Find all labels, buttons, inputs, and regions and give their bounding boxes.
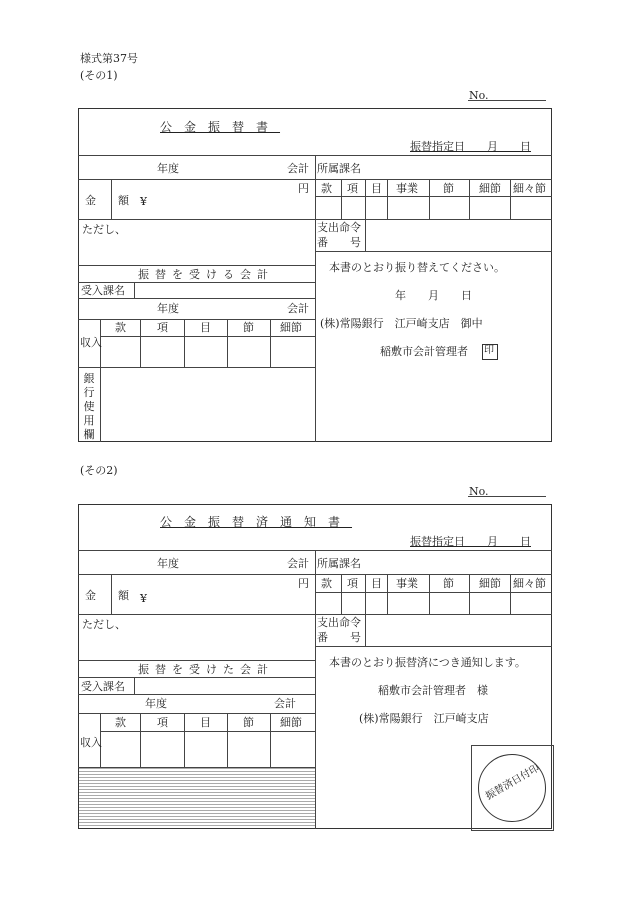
- form2-amount-label: 金 額: [85, 589, 129, 602]
- part-label-1: (その1): [80, 69, 118, 82]
- request-message: 本書のとおり振り替えてください。: [329, 261, 505, 274]
- form2-account-label-2: 会計: [274, 697, 296, 710]
- form2-col-saisaisetsu: 細々節: [513, 577, 546, 590]
- form2-fiscal-year-label-2: 年度: [145, 697, 167, 710]
- col-kou: 項: [347, 182, 358, 195]
- number-line-1: [468, 100, 546, 101]
- bank-addressee: (株)常陽銀行 江戸崎支店 御中: [320, 317, 483, 330]
- department-label: 所属課名: [317, 162, 361, 175]
- form2-lower-col-saisetsu: 細節: [280, 716, 302, 729]
- form2-title: 公金振替済通知書: [160, 515, 353, 529]
- col-moku: 目: [371, 182, 382, 195]
- form2-designated-date: 振替指定日 月 日: [410, 535, 531, 548]
- fiscal-year-label: 年度: [157, 162, 179, 175]
- receiving-account-header: 振替を受ける会計: [138, 268, 274, 281]
- form2-col-setsu: 節: [443, 577, 454, 590]
- form2-col-kou: 項: [347, 577, 358, 590]
- col-jigyou: 事業: [396, 182, 418, 195]
- fiscal-year-label-2: 年度: [157, 302, 179, 315]
- form2-lower-col-moku: 目: [200, 716, 211, 729]
- number-label-1: No.: [469, 89, 489, 102]
- treasurer-label: 稲敷市会計管理者: [380, 345, 468, 358]
- form2-revenue-label: 収入: [80, 736, 102, 749]
- form2-received-account-header: 振替を受けた会計: [138, 663, 274, 676]
- form2-account-label: 会計: [287, 557, 309, 570]
- lower-col-setsu: 節: [243, 321, 254, 334]
- col-kan: 款: [321, 182, 332, 195]
- col-saisaisetsu: 細々節: [513, 182, 546, 195]
- date-stamp-text: 振替済日付印: [484, 762, 542, 803]
- bank-use-label: 銀行使用欄: [83, 372, 95, 441]
- form2-proviso-label: ただし、: [82, 618, 126, 631]
- col-saisetsu: 細節: [479, 182, 501, 195]
- form2-department-label: 所属課名: [317, 557, 361, 570]
- designated-date: 振替指定日 月 日: [410, 140, 531, 153]
- yen-unit: 円: [298, 182, 309, 195]
- form2-lower-col-kou: 項: [157, 716, 168, 729]
- lower-col-kan: 款: [115, 321, 126, 334]
- lower-col-moku: 目: [200, 321, 211, 334]
- form2-col-kan: 款: [321, 577, 332, 590]
- proviso-label: ただし、: [82, 223, 126, 236]
- form2-col-jigyou: 事業: [396, 577, 418, 590]
- form-number: 様式第37号: [80, 52, 138, 65]
- form2-bank-label: (株)常陽銀行 江戸崎支店: [359, 712, 489, 725]
- number-line-2: [468, 496, 546, 497]
- hatched-area: [79, 768, 315, 828]
- form2-lower-col-kan: 款: [115, 716, 126, 729]
- form2-lower-col-setsu: 節: [243, 716, 254, 729]
- yen-symbol: ¥: [140, 195, 147, 208]
- date-line: 年 月 日: [395, 289, 472, 302]
- form2-treasurer-label: 稲敷市会計管理者 様: [378, 684, 488, 697]
- part-label-2: (その2): [80, 464, 118, 477]
- seal-char: 印: [484, 345, 494, 356]
- form2-payment-order-label-2: 番 号: [317, 631, 361, 644]
- form2-yen-unit: 円: [298, 577, 309, 590]
- form2-receiving-department-label: 受入課名: [81, 680, 125, 693]
- receiving-department-label: 受入課名: [81, 284, 125, 297]
- lower-col-kou: 項: [157, 321, 168, 334]
- form2-col-moku: 目: [371, 577, 382, 590]
- form2-payment-order-label-1: 支出命令: [317, 616, 361, 629]
- form2-notice-message: 本書のとおり振替済につき通知します。: [329, 656, 526, 669]
- form2-col-saisetsu: 細節: [479, 577, 501, 590]
- revenue-label: 収入: [80, 336, 102, 349]
- account-label: 会計: [287, 162, 309, 175]
- number-label-2: No.: [469, 485, 489, 498]
- form2-fiscal-year-label: 年度: [157, 557, 179, 570]
- form-title: 公金振替書: [160, 120, 281, 134]
- payment-order-label-1: 支出命令: [317, 221, 361, 234]
- lower-col-saisetsu: 細節: [280, 321, 302, 334]
- form2-yen-symbol: ¥: [140, 592, 147, 605]
- payment-order-label-2: 番 号: [317, 236, 361, 249]
- amount-label: 金 額: [85, 194, 129, 207]
- account-label-2: 会計: [287, 302, 309, 315]
- col-setsu: 節: [443, 182, 454, 195]
